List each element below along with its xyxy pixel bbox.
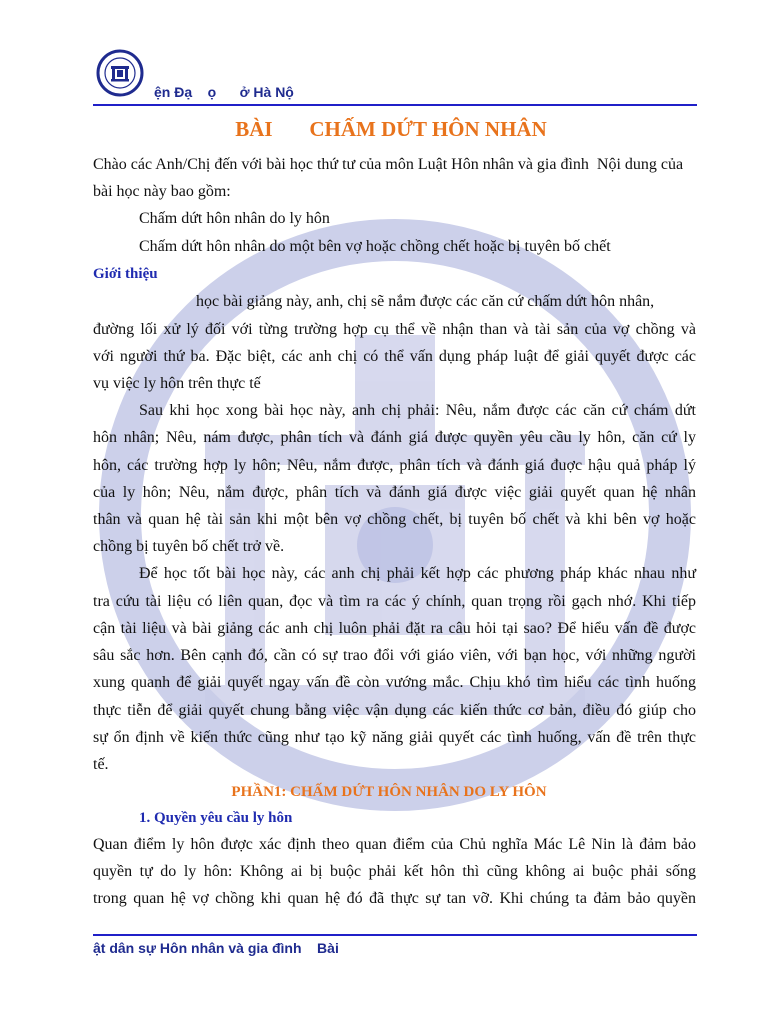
section-heading-gioi-thieu: Giới thiệu (93, 266, 158, 282)
paragraph-line: sâu sắc hơn. Bên cạnh đó, cần có sự trao đổi với giáo viên, với bạn học, với những người (93, 647, 696, 664)
university-seal-icon (96, 49, 144, 97)
paragraph-line: Để học tốt bài học này, các anh chị phải kết hợp các phương pháp khác nhau như (139, 565, 696, 582)
paragraph-line: đường lối xử lý đối với từng trường hợp cụ thể về nhận than và tài sản của vợ chồng và (93, 321, 696, 338)
part-heading: PHẦN1: CHẤM DỨT HÔN NHÂN DO LY HÔN (231, 784, 547, 800)
paragraph-line: thực tiễn để giải quyết chung bằng việc vận dụng các kiến thức cơ bản, điều đó giúp cho (93, 702, 696, 719)
paragraph-line: của ly hôn; Nêu, nắm được, phân tích và đánh giá được việc giải quyết quan hệ nhân (93, 484, 696, 501)
paragraph-line: vụ việc ly hôn trên thực tế (93, 375, 261, 392)
paragraph-line: chồng bị tuyên bố chết trở về. (93, 538, 285, 555)
footer-course-title: ật dân sự Hôn nhân và gia đình Bài (93, 940, 339, 956)
paragraph-line: hôn, các trường hợp ly hôn; Nêu, nắm được, phân tích và đánh giá đuợc hậu quả pháp lý (93, 457, 696, 474)
paragraph-line: Quan điểm ly hôn được xác định theo quan điểm của Chủ nghĩa Mác Lê Nin là đảm bảo (93, 836, 696, 853)
header-divider (93, 104, 697, 106)
paragraph-line: tra cứu tài liệu có liên quan, đọc và tìm ra các ý chính, quan trọng rồi gạch nhớ. Khi tiếp (93, 593, 696, 610)
paragraph-line: xung quanh để giải quyết ngay vấn đề còn vướng mắc. Chịu khó tìm hiểu các tình huống (93, 674, 696, 691)
paragraph-line: học bài giảng này, anh, chị sẽ nắm được các căn cứ chấm dứt hôn nhân, (196, 293, 655, 310)
paragraph-line: trong quan hệ vợ chồng khi quan hệ đó đã thực sự tan vỡ. Khi chúng ta đảm bảo quyền (93, 890, 696, 907)
intro-line: bài học này bao gồm: (93, 183, 231, 200)
intro-item: Chấm dứt hôn nhân do một bên vợ hoặc chồng chết hoặc bị tuyên bố chết (139, 238, 611, 255)
lesson-title: BÀI CHẤM DỨT HÔN NHÂN (235, 117, 547, 141)
subsection-heading: 1. Quyền yêu cầu ly hôn (139, 810, 293, 826)
paragraph-line: thân và quan hệ tài sản khi một bên vợ chồng chết, bị tuyên bố chết và khi bên vợ hoặc (93, 511, 696, 528)
paragraph-line: tế. (93, 756, 109, 773)
paragraph-line: hôn nhân; Nêu, nám được, phân tích và đánh giá được quyền yêu cầu ly hôn, căn cứ ly (93, 429, 696, 446)
paragraph-line: quyền tự do ly hôn: Không ai bị buộc phải kết hôn thì cũng không ai buộc phải sống (93, 863, 696, 880)
intro-item: Chấm dứt hôn nhân do ly hôn (139, 210, 330, 227)
institution-name: ện Đạ ọ ở Hà Nộ (154, 84, 294, 100)
footer-divider (93, 934, 697, 936)
paragraph-line: cận tài liệu và bài giảng các anh chị luôn phải đặt ra câu hỏi tại sao? Để hiểu vấn đề được (93, 620, 696, 637)
paragraph-line: sự ổn định về kiến thức cũng như tạo kỹ năng giải quyết các tình huống, vấn đề trên thực (93, 729, 696, 746)
intro-line: Chào các Anh/Chị đến với bài học thứ tư của môn Luật Hôn nhân và gia đình Nội dung của (93, 156, 684, 173)
paragraph-line: với người thứ ba. Đặc biệt, các anh chị có thể vấn dụng pháp luật để giải quyết được các (93, 348, 696, 365)
paragraph-line: Sau khi học xong bài học này, anh chị phải: Nêu, nắm được các căn cứ chám dứt (139, 402, 696, 419)
